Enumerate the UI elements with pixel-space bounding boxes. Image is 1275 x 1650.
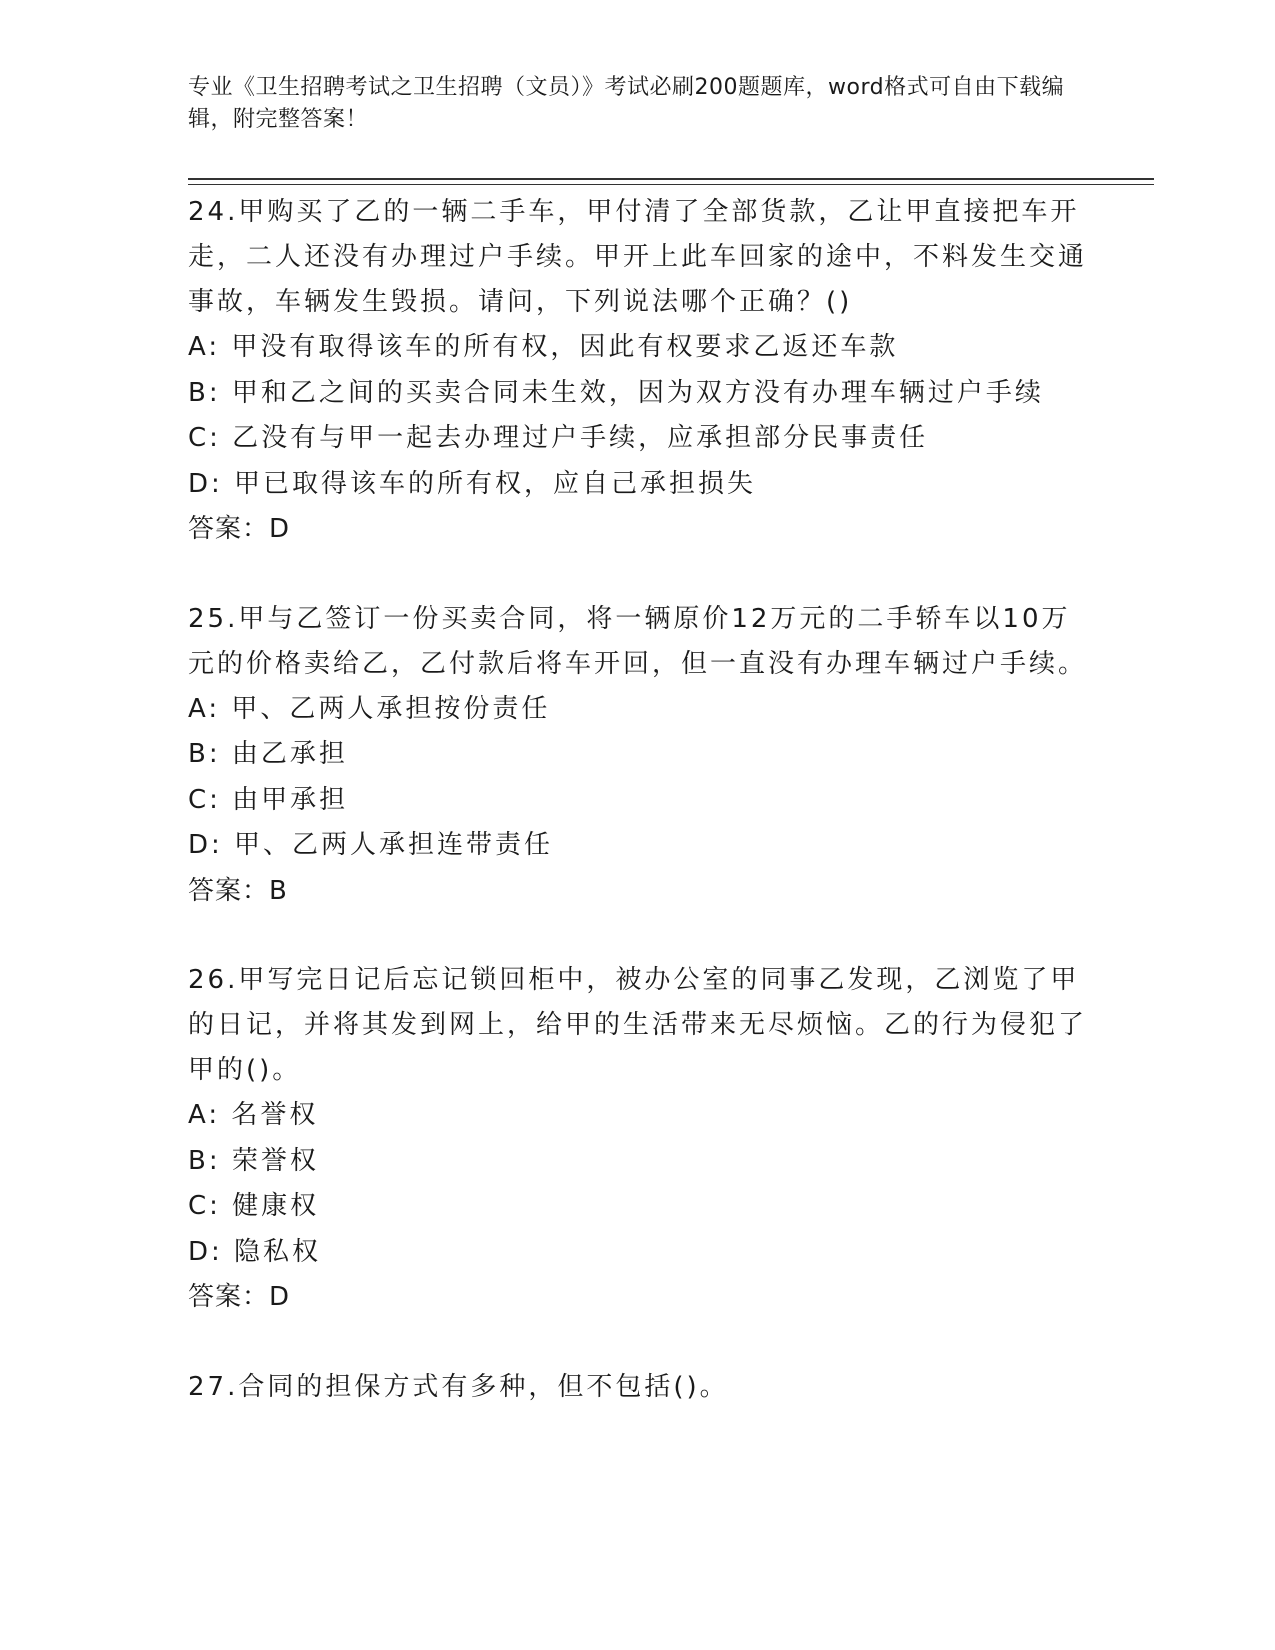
answer-line: 答案：B: [188, 875, 288, 906]
option-b: B: 甲和乙之间的买卖合同未生效，因为双方没有办理车辆过户手续: [188, 377, 1044, 408]
question-stem: 25.甲与乙签订一份买卖合同，将一辆原价12万元的二手轿车以10万元的价格卖给乙，乙付款后将车开回，但一直没有办理车辆过户手续。: [188, 603, 1088, 679]
option-d: D: 甲、乙两人承担连带责任: [188, 830, 554, 860]
header-divider-thin: [188, 184, 1154, 185]
option-d: D: 甲已取得该车的所有权，应自己承担损失: [188, 468, 757, 499]
question-stem: 26.甲写完日记后忘记锁回柜中，被办公室的同事乙发现，乙浏览了甲的日记，并将其发到网上，给甲的生活带来无尽烦恼。乙的行为侵犯了甲的()。: [188, 965, 1088, 1085]
header-divider-thick: [188, 178, 1154, 180]
option-c: C: 乙没有与甲一起去办理过户手续，应承担部分民事责任: [188, 423, 929, 453]
question-27: [188, 1365, 1088, 1410]
option-c: C: 由甲承担: [188, 784, 349, 815]
question-stem: 27.合同的担保方式有多种，但不包括()。: [188, 1371, 729, 1402]
option-b: B: 由乙承担: [188, 739, 348, 769]
question-list: [188, 190, 1088, 1410]
option-a: A: 甲、乙两人承担按份责任: [188, 693, 551, 724]
document-header-title: 专业《卫生招聘考试之卫生招聘（文员）》考试必刷200题题库，word格式可自由下载编辑，附完整答案！: [188, 75, 1065, 132]
answer-line: 答案：D: [188, 1282, 291, 1312]
question-stem: 24.甲购买了乙的一辆二手车，甲付清了全部货款，乙让甲直接把车开走，二人还没有办理过户手续。甲开上此车回家的途中，不料发生交通事故，车辆发生毁损。请问，下列说法哪个正确？(): [188, 197, 1088, 317]
question-25: [188, 597, 1088, 915]
option-d: D: 隐私权: [188, 1236, 322, 1267]
option-b: B: 荣誉权: [188, 1145, 319, 1176]
option-c: C: 健康权: [188, 1191, 320, 1221]
question-24: [188, 190, 1088, 553]
option-a: A: 甲没有取得该车的所有权，因此有权要求乙返还车款: [188, 332, 899, 362]
option-a: A: 名誉权: [188, 1100, 319, 1130]
question-26: [188, 958, 1088, 1321]
answer-line: 答案：D: [188, 514, 291, 544]
